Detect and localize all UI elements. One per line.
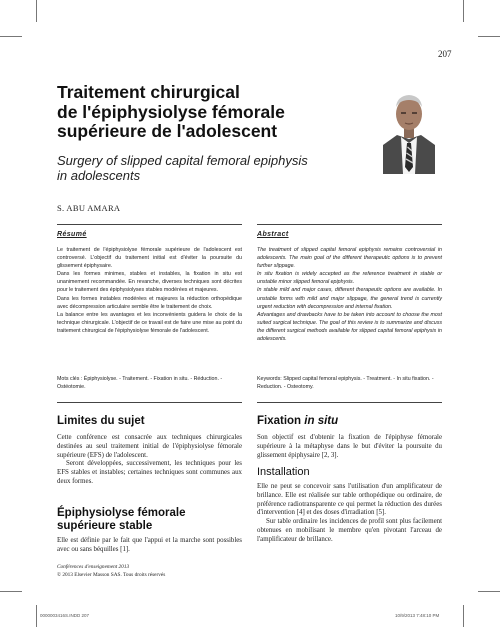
installation-paragraph: Sur table ordinaire les incidences de profil sont plus facilement obtenues en mobilisant le membre qu'en pivotant l'arceau de l'amplificateur de brillance. (257, 518, 442, 543)
limites-paragraph: Seront développées, successivement, les techniques pour les EFS stables et instables; certaines techniques sont communes aux deux formes. (57, 460, 242, 485)
installation-body (257, 483, 442, 544)
crop-mark (0, 36, 22, 37)
crop-mark (36, 605, 37, 627)
resume-paragraph: Le traitement de l'épiphysiolyse fémorale supérieure de l'adolescent est controversé. L'objectif du traitement initial est d'éviter la poursuite du glissement épiphysaire. (57, 247, 242, 270)
abstract-paragraph: Advantages and drawbacks have to be taken into account to choose the most suited surgical technique. The goal of this review is to summarize and discuss the different surgical methods available for slipped capital femoral epiphysis in adolescents. (257, 311, 442, 343)
abstract-paragraph: In situ fixation is widely accepted as the reference treatment in stable or unstable minor slipped femoral epiphysis. (257, 271, 442, 286)
author-photo (383, 77, 435, 174)
footer-notice (57, 564, 165, 579)
fixation-heading-italic: in situ (304, 415, 339, 427)
resume-heading: Résumé (57, 231, 87, 238)
subtitle-line: Surgery of slipped capital femoral epiphysis (57, 153, 308, 168)
abstract-paragraph: In stable mild and major cases, different therapeutic options are available. In unstable forms with mild and major slippage, the general trend is currently urgent reduction with decompression and internal fixation. (257, 287, 442, 310)
fixation-body (257, 434, 442, 460)
title-line: Traitement chirurgical (57, 82, 240, 102)
limites-paragraph: Cette conférence est consacrée aux techniques chirurgicales destinées au seul traitement initial de l'épiphysiolyse fémorale supérieure (EFS) de l'adolescent. (57, 434, 242, 459)
epiphysiolyse-body (57, 537, 242, 555)
resume-body (57, 246, 242, 335)
crop-mark (0, 591, 22, 592)
crop-mark (478, 36, 500, 37)
crop-mark (463, 0, 464, 22)
footer-copyright: © 2013 Elsevier Masson SAS. Tous droits réservés (57, 571, 166, 578)
epiphysiolyse-paragraph: Elle est définie par le fait que l'appui et la marche sont possibles avec ou sans béquilles [1]. (57, 537, 242, 553)
resume-keywords: Mots clés : Épiphysiolyse. - Traitement. - Fixation in situ. - Réduction. - Ostéotomie. (57, 376, 223, 390)
article-subtitle (57, 153, 357, 183)
abstract-keywords: Keywords: Slipped capital femoral epiphysis. - Treatment. - In situ fixation. - Reduction. - Osteotomy. (257, 376, 434, 390)
title-line: de l'épiphysiolyse fémorale (57, 101, 285, 122)
subsection-heading-installation: Installation (257, 466, 310, 478)
resume-paragraph: Dans les formes minimes, stables et instables, la fixation in situ est unanimement recommandée. En revanche, diverses techniques sont décrites pour le traitement des épiphysiolyses stables modérées et majeures. (57, 271, 242, 294)
abstract-body (257, 246, 442, 343)
divider (57, 402, 242, 403)
print-slug-file: 0000003416S.INDD 207 (40, 613, 90, 618)
section-heading-epiphysiolyse: Épiphysiolyse fémorale supérieure stable (57, 507, 186, 532)
footer-conference: Conférences d'enseignement 2013 (57, 564, 130, 570)
article-title (57, 83, 357, 142)
author-name: S. ABU AMARA (57, 203, 121, 213)
abstract-paragraph: The treatment of slipped capital femoral epiphysis remains controversial in adolescents. The main goal of the different therapeutic options is to prevent further slippage. (257, 247, 442, 270)
crop-mark (478, 591, 500, 592)
divider (257, 224, 442, 225)
divider (257, 402, 442, 403)
limites-body (57, 434, 242, 487)
page-number: 207 (438, 49, 452, 59)
crop-mark (463, 605, 464, 627)
title-line: supérieure de l'adolescent (57, 121, 278, 141)
fixation-heading-text: Fixation (257, 415, 305, 427)
crop-mark (36, 0, 37, 22)
resume-paragraph: La balance entre les avantages et les inconvénients guidera le choix de la technique chirurgicale. L'objectif de ce travail est de faire une mise au point du traitement chirurgical de l'épiphysiolyse fémorale de l'adolescent. (57, 311, 242, 334)
installation-paragraph: Elle ne peut se concevoir sans l'utilisation d'un amplificateur de brillance. Elle est réalisée sur table orthopédique ou ordinaire, de préférence radiotransparente ce qui permet la réduction des durées d'intervention [4] et des doses d'irradiation [5]. (257, 483, 442, 517)
fixation-paragraph: Son objectif est d'obtenir la fixation de l'épiphyse fémorale supérieure à la métaphyse dans le but d'éviter la poursuite du glissement épiphysaire [2, 3]. (257, 434, 442, 459)
section-heading-limites: Limites du sujet (57, 415, 145, 427)
section-heading-fixation (257, 415, 338, 428)
print-slug-date: 10/9/2013 7:48:10 PM (395, 613, 440, 618)
resume-paragraph: Dans les formes instables modérées et majeures la réduction orthopédique avec décompression articulaire semble être le traitement de choix. (57, 295, 242, 310)
abstract-heading: Abstract (257, 231, 289, 238)
divider (57, 224, 242, 225)
subtitle-line: in adolescents (57, 168, 141, 183)
